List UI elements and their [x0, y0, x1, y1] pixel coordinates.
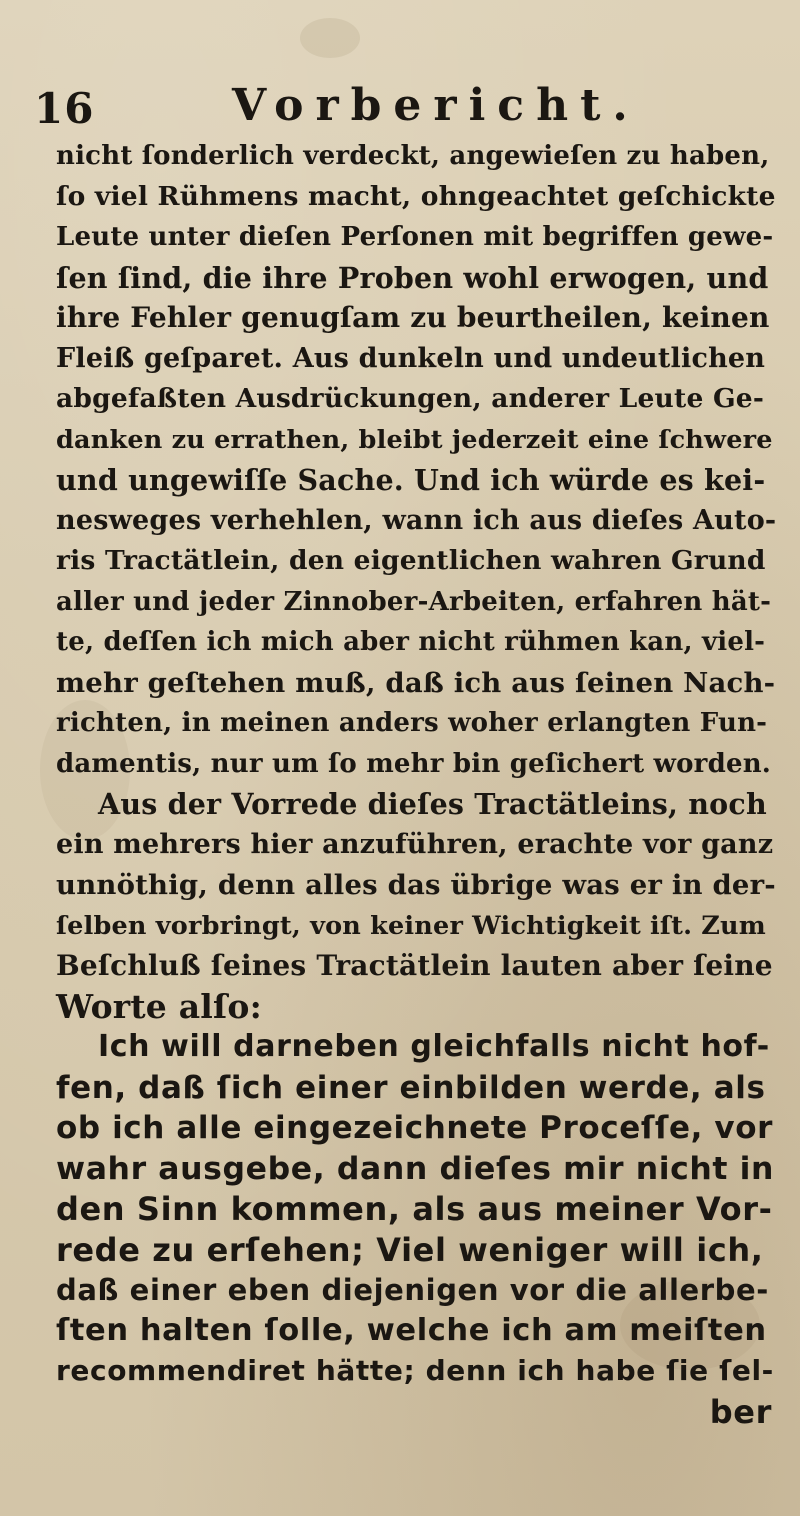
- text-line: aller und jeder Zinnober-Arbeiten, erfahren hät-: [56, 586, 772, 617]
- paragraph: [56, 136, 776, 784]
- text-line: ſen ſind, die ihre Proben wohl erwogen, und: [56, 260, 769, 295]
- text-line: Aus der Vorrede dieſes Tractätleins, noch: [98, 787, 767, 821]
- text-line: ob ich alle eingezeichnete Proceſſe, vor: [56, 1110, 774, 1146]
- text-line: rede zu erſehen; Viel weniger will ich,: [56, 1230, 764, 1269]
- catchword: ber: [709, 1392, 772, 1431]
- text-line: Leute unter dieſen Perſonen mit begriffen gewe-: [56, 222, 774, 252]
- text-line: ein mehrers hier anzuführen, erachte vor ganz: [56, 828, 774, 860]
- text-line: richten, in meinen anders woher erlangten Fun-: [56, 708, 768, 738]
- text-line: ſelben vorbringt, von keiner Wichtigkeit iſt. Zum: [56, 910, 766, 941]
- text-line: damentis, nur um ſo mehr bin geſichert worden.: [56, 748, 772, 779]
- text-block: [56, 136, 776, 1432]
- page-title: Vorbericht.: [232, 80, 640, 131]
- text-line: ris Tractätlein, den eigentlichen wahren Grund: [56, 545, 766, 576]
- text-line: mehr geſtehen muß, daß ich aus ſeinen Nach-: [56, 666, 776, 699]
- text-line: recommendiret hätte; denn ich habe ſie ſel-: [56, 1354, 774, 1387]
- text-line: wahr ausgebe, dann dieſes mir nicht in: [56, 1150, 775, 1187]
- text-line: Worte alſo:: [56, 986, 263, 1026]
- text-line: abgefaßten Ausdrückungen, anderer Leute Ge-: [56, 383, 765, 414]
- text-line: daß einer eben diejenigen vor die allerbe-: [56, 1273, 769, 1307]
- paragraph: [56, 784, 776, 1027]
- text-line: den Sinn kommen, als aus meiner Vor-: [56, 1190, 773, 1228]
- text-line: Beſchluß ſeines Tractätlein lauten aber ſeine: [56, 949, 773, 982]
- text-line: nesweges verhehlen, wann ich aus dieſes Auto-: [56, 504, 777, 536]
- quoted-passage: [56, 1027, 776, 1432]
- text-line: fen, daß ſich einer einbilden werde, als: [56, 1069, 766, 1106]
- text-line: und ungewiſſe Sache. Und ich würde es kei-: [56, 463, 766, 497]
- text-line: ihre Fehler genugſam zu beurtheilen, keinen: [56, 301, 770, 334]
- text-line: Ich will darneben gleichfalls nicht hof-: [98, 1029, 770, 1064]
- text-line: te, deſſen ich mich aber nicht rühmen kan, viel-: [56, 627, 766, 657]
- text-line: unnöthig, denn alles das übrige was er in der-: [56, 869, 776, 901]
- text-line: ſten halten ſolle, welche ich am meiſten: [56, 1312, 767, 1348]
- text-line: nicht ſonderlich verdeckt, angewieſen zu haben,: [56, 141, 770, 171]
- paper-stain: [300, 18, 360, 58]
- text-line: danken zu errathen, bleibt jederzeit eine ſchwere: [56, 424, 773, 455]
- page-number: 16: [34, 84, 95, 133]
- running-head: [0, 60, 800, 133]
- text-line: Fleiß geſparet. Aus dunkeln und undeutlichen: [56, 342, 766, 374]
- text-line: ſo viel Rühmens macht, ohngeachtet geſchickte: [56, 180, 776, 212]
